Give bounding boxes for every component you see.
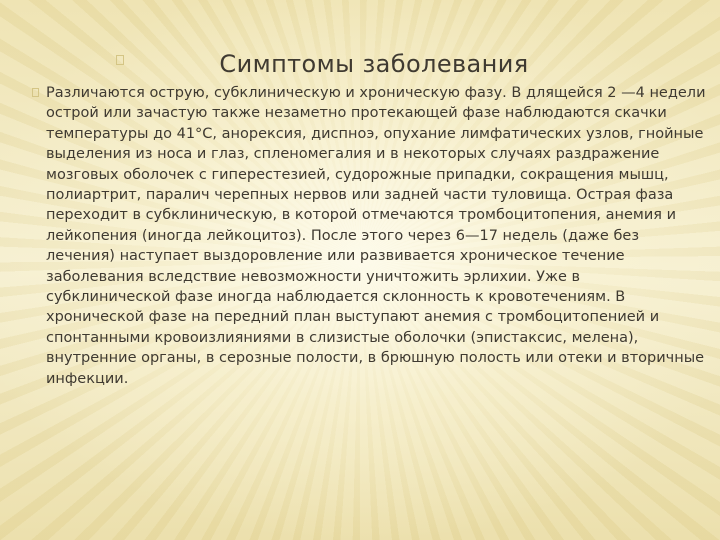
- body-bullet-icon: [32, 88, 39, 97]
- slide-title: Симптомы заболевания: [219, 50, 529, 78]
- slide-body-text: Различаются острую, субклиническую и хроническую фазу. В длящейся 2 —4 недели острой или зачастую также незаметно протекающей фазе наблюдаются скачки температуры до 41°C, анорексия, диспноэ, опухание лимфатических узлов, гнойные выделения из носа и глаз, спленомегалия и в некоторых случаях раздражение мозговых оболочек с гиперестезией, судорожные припадки, сокращения мышц, полиартрит, паралич черепных нервов или задней части туловища. Острая фаза переходит в субклиническую, в которой отмечаются тромбоцитопения, анемия и лейкопения (иногда лейкоцитоз). После этого через 6—17 недель (даже без лечения) наступает выздоровление или развивается хроническое течение заболевания вследствие невозможности уничтожить эрлихии. Уже в субклинической фазе иногда наблюдается склонность к кровотечениям. В хронической фазе на передний план выступают анемия с тромбоцитопенией и спонтанными кровоизлияниями в слизистые оболочки (эпистаксис, мелена), внутренние органы, в серозные полости, в брюшную полость или отеки и вторичные инфекции.: [46, 85, 706, 387]
